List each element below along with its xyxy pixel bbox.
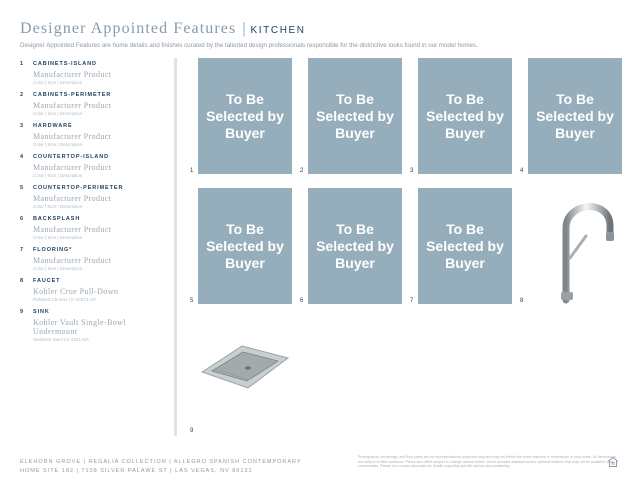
column-divider: [174, 58, 177, 436]
feature-number: 7: [20, 247, 24, 253]
feature-product: Manufacturer Product: [33, 70, 112, 79]
placeholder-swatch: [528, 58, 622, 174]
tile-number: 8: [520, 298, 524, 304]
faucet-image: [528, 188, 622, 304]
feature-tile: [294, 58, 402, 180]
feature-category: SINK: [33, 309, 50, 315]
feature-item: [20, 215, 170, 246]
placeholder-text: To Be Selected by Buyer: [206, 90, 284, 141]
feature-item: [20, 277, 170, 308]
feature-item: [20, 153, 170, 184]
sink-image: [198, 330, 292, 400]
feature-description: Color | Size | Description: [33, 80, 83, 85]
placeholder-swatch: [308, 188, 402, 304]
feature-description: Color | Size | Description: [33, 235, 83, 240]
tile-number: 3: [410, 168, 414, 174]
feature-description: Color | Size | Description: [33, 204, 83, 209]
placeholder-swatch: [198, 188, 292, 304]
page-title: Designer Appointed Features: [20, 20, 237, 37]
placeholder-text: To Be Selected by Buyer: [206, 220, 284, 271]
feature-number: 2: [20, 92, 24, 98]
feature-number: 1: [20, 61, 24, 67]
feature-category: FLOORING*: [33, 247, 73, 253]
page-subtitle: KITCHEN: [250, 25, 306, 36]
placeholder-text: To Be Selected by Buyer: [316, 90, 394, 141]
feature-product: Manufacturer Product: [33, 194, 112, 203]
feature-description: Color | Size | Description: [33, 111, 83, 116]
tile-number: 6: [300, 298, 304, 304]
placeholder-text: To Be Selected by Buyer: [536, 90, 614, 141]
title-separator: |: [242, 20, 246, 37]
placeholder-swatch: [308, 58, 402, 174]
feature-number: 5: [20, 185, 24, 191]
feature-category: CABINETS-ISLAND: [33, 61, 97, 67]
feature-description: Color | Size | Description: [33, 173, 83, 178]
feature-category: COUNTERTOP-PERIMETER: [33, 185, 124, 191]
tile-number: 7: [410, 298, 414, 304]
feature-product: Manufacturer Product: [33, 132, 112, 141]
page-header: [20, 20, 620, 49]
feature-item: [20, 246, 170, 277]
feature-product: Kohler Vault Single-Bowl Undermount: [33, 318, 127, 336]
placeholder-swatch: [198, 58, 292, 174]
feature-description: Color | Size | Description: [33, 142, 83, 147]
page-footer: [20, 455, 620, 484]
tile-number: 2: [300, 168, 304, 174]
header-description: Designer Appointed Features are home details and finishes curated by the talented design professionals responsible for the distinctive looks found in our model homes.: [20, 42, 478, 49]
feature-number: 3: [20, 123, 24, 129]
feature-image-grid: [184, 58, 624, 438]
feature-tile: [404, 188, 512, 310]
feature-tile: [404, 58, 512, 180]
feature-description: Color | Size | Description: [33, 266, 83, 271]
feature-tile: [514, 188, 622, 310]
feature-category: BACKSPLASH: [33, 216, 81, 222]
feature-item: [20, 91, 170, 122]
feature-number: 4: [20, 154, 24, 160]
feature-description: Stainless Steel | K-3821-NA: [33, 337, 89, 342]
placeholder-swatch: [418, 188, 512, 304]
feature-product: Manufacturer Product: [33, 225, 112, 234]
tile-number: 9: [190, 428, 194, 434]
placeholder-text: To Be Selected by Buyer: [426, 220, 504, 271]
placeholder-text: To Be Selected by Buyer: [316, 220, 394, 271]
tile-number: 5: [190, 298, 194, 304]
feature-number: 9: [20, 309, 24, 315]
footer-community: ELKHORN GROVE | REGALIA COLLECTION | ALLEGRO SPANISH CONTEMPORARY: [20, 459, 302, 465]
feature-number: 8: [20, 278, 24, 284]
placeholder-swatch: [418, 58, 512, 174]
feature-product: Kohler Crue Pull-Down: [33, 287, 119, 296]
feature-category: COUNTERTOP-ISLAND: [33, 154, 110, 160]
feature-description: Polished Chrome | K-22973-CP: [33, 297, 96, 302]
feature-product: Manufacturer Product: [33, 256, 112, 265]
feature-category: FAUCET: [33, 278, 61, 284]
feature-tile: [184, 58, 292, 180]
feature-category: HARDWARE: [33, 123, 73, 129]
feature-tile: [184, 318, 292, 440]
feature-tile: [184, 188, 292, 310]
feature-item: [20, 308, 170, 342]
feature-number: 6: [20, 216, 24, 222]
footer-disclaimer: Photographs, renderings, and floor plans are for representational purposes only and may not reflect the exact features or dimensions of your home. All dimensions are subject to field variations. Prices and offers subject to change without notice. Home includes standard and/or optional features that may not be available in all communities. Please see a sales associate for details regarding specific options and availability.: [358, 455, 616, 469]
feature-item: [20, 122, 170, 153]
feature-item: [20, 184, 170, 215]
feature-product: Manufacturer Product: [33, 101, 112, 110]
tile-number: 1: [190, 168, 194, 174]
feature-list: [20, 60, 170, 342]
feature-tile: [514, 58, 622, 180]
title-row: [20, 20, 620, 38]
feature-category: CABINETS-PERIMETER: [33, 92, 112, 98]
footer-address: HOME SITE 182 | 7108 SILVER PALAWE ST | LAS VEGAS, NV 89131: [20, 468, 253, 474]
feature-tile: [294, 188, 402, 310]
feature-item: [20, 60, 170, 91]
feature-product: Manufacturer Product: [33, 163, 112, 172]
tile-number: 4: [520, 168, 524, 174]
equal-housing-icon: [608, 457, 618, 467]
placeholder-text: To Be Selected by Buyer: [426, 90, 504, 141]
